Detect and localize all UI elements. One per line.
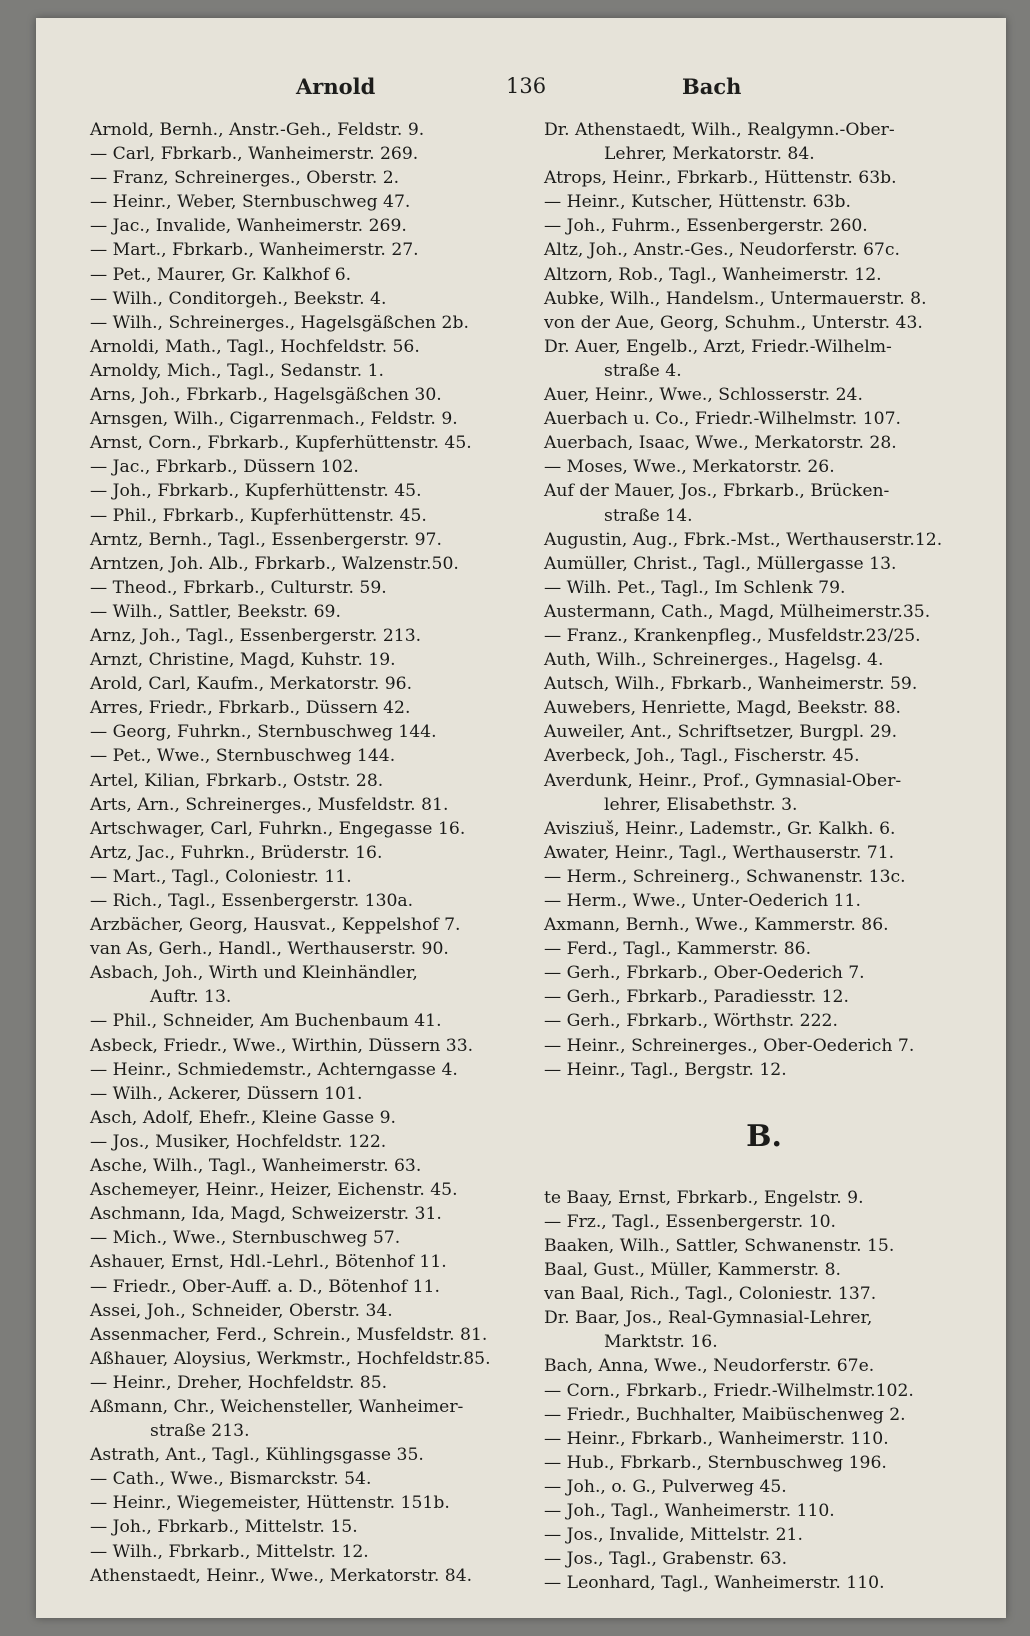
directory-entry: — Joh., Fuhrm., Essenbergerstr. 260. <box>544 216 868 237</box>
directory-entry: Aschemeyer, Heinr., Heizer, Eichenstr. 45. <box>90 1180 458 1201</box>
directory-entry: Astrath, Ant., Tagl., Kühlingsgasse 35. <box>90 1445 424 1466</box>
directory-entry: — Carl, Fbrkarb., Wanheimerstr. 269. <box>90 144 419 165</box>
left-column <box>90 118 536 1588</box>
directory-entry: — Heinr., Kutscher, Hüttenstr. 63b. <box>544 192 851 213</box>
directory-entry: Auweiler, Ant., Schriftsetzer, Burgpl. 29. <box>544 722 898 743</box>
directory-entry: Dr. Athenstaedt, Wilh., Realgymn.-Ober- <box>544 120 895 140</box>
right-column-entries-a <box>544 118 984 1082</box>
directory-entry: — Wilh. Pet., Tagl., Im Schlenk 79. <box>544 577 846 598</box>
directory-entry: Bach, Anna, Wwe., Neudorferstr. 67e. <box>544 1356 875 1377</box>
directory-entry: — Cath., Wwe., Bismarckstr. 54. <box>90 1469 372 1490</box>
directory-entry: Arnoldy, Mich., Tagl., Sedanstr. 1. <box>90 360 384 381</box>
directory-entry: Arns, Joh., Fbrkarb., Hagelsgäßchen 30. <box>90 385 442 406</box>
directory-entry: Marktstr. 16. <box>604 1332 718 1353</box>
directory-entry: Assenmacher, Ferd., Schrein., Musfeldstr. 81. <box>90 1324 488 1345</box>
directory-entry: — Leonhard, Tagl., Wanheimerstr. 110. <box>544 1573 885 1594</box>
directory-entry: — Frz., Tagl., Essenbergerstr. 10. <box>544 1211 837 1232</box>
directory-entry: Aschmann, Ida, Magd, Schweizerstr. 31. <box>90 1204 442 1225</box>
directory-entry: Altz, Joh., Anstr.-Ges., Neudorferstr. 67c. <box>544 240 900 261</box>
directory-entry: van As, Gerh., Handl., Werthauserstr. 90. <box>90 939 449 960</box>
directory-entry: — Heinr., Wiegemeister, Hüttenstr. 151b. <box>90 1493 450 1514</box>
directory-entry: Altzorn, Rob., Tagl., Wanheimerstr. 12. <box>544 264 882 285</box>
directory-entry: van Baal, Rich., Tagl., Coloniestr. 137. <box>544 1284 877 1305</box>
directory-entry: Autsch, Wilh., Fbrkarb., Wanheimerstr. 59. <box>544 674 918 695</box>
directory-entry: — Heinr., Dreher, Hochfeldstr. 85. <box>90 1372 388 1393</box>
directory-entry: von der Aue, Georg, Schuhm., Unterstr. 43. <box>544 312 923 333</box>
directory-entry: Asche, Wilh., Tagl., Wanheimerstr. 63. <box>90 1156 422 1177</box>
directory-entry: Asch, Adolf, Ehefr., Kleine Gasse 9. <box>90 1107 397 1128</box>
directory-entry: Artel, Kilian, Fbrkarb., Oststr. 28. <box>90 770 384 791</box>
directory-entry: Artschwager, Carl, Fuhrkn., Engegasse 16. <box>90 818 466 839</box>
directory-entry: Aßhauer, Aloysius, Werkmstr., Hochfeldstr.85. <box>90 1348 491 1369</box>
directory-entry: Lehrer, Merkatorstr. 84. <box>604 144 815 165</box>
directory-entry: — Friedr., Ober-Auff. a. D., Bötenhof 11. <box>90 1276 440 1297</box>
directory-entry: — Heinr., Tagl., Bergstr. 12. <box>544 1059 787 1080</box>
directory-entry: straße 14. <box>604 505 693 526</box>
directory-entry: — Wilh., Schreinerges., Hagelsgäßchen 2b. <box>90 312 469 333</box>
header-left-keyword: Arnold <box>296 74 376 99</box>
directory-entry: Arnoldi, Math., Tagl., Hochfeldstr. 56. <box>90 336 420 357</box>
directory-entry: Ashauer, Ernst, Hdl.-Lehrl., Bötenhof 11. <box>90 1252 447 1273</box>
directory-entry: — Heinr., Weber, Sternbuschweg 47. <box>90 192 411 213</box>
directory-entry: — Wilh., Fbrkarb., Mittelstr. 12. <box>90 1541 369 1562</box>
directory-entry: Aumüller, Christ., Tagl., Müllergasse 13. <box>544 553 897 574</box>
directory-entry: — Rich., Tagl., Essenbergerstr. 130a. <box>90 891 414 911</box>
directory-entry: Aubke, Wilh., Handelsm., Untermauerstr. 8. <box>544 288 927 309</box>
directory-entry: Atrops, Heinr., Fbrkarb., Hüttenstr. 63b. <box>544 168 897 189</box>
directory-entry: lehrer, Elisabethstr. 3. <box>604 794 798 815</box>
directory-entry: Arnzt, Christine, Magd, Kuhstr. 19. <box>90 650 396 671</box>
directory-entry: — Heinr., Fbrkarb., Wanheimerstr. 110. <box>544 1428 889 1449</box>
directory-entry: Austermann, Cath., Magd, Mülheimerstr.35. <box>544 601 931 622</box>
directory-entry: — Heinr., Schreinerges., Ober-Oederich 7. <box>544 1035 915 1056</box>
directory-entry: — Hub., Fbrkarb., Sternbuschweg 196. <box>544 1452 887 1473</box>
directory-entry: — Friedr., Buchhalter, Maibüschenweg 2. <box>544 1404 906 1425</box>
directory-entry: Arzbächer, Georg, Hausvat., Keppelshof 7. <box>90 915 461 936</box>
right-column <box>544 118 984 1595</box>
directory-entry: — Mich., Wwe., Sternbuschweg 57. <box>90 1228 401 1249</box>
directory-page <box>36 18 1006 1618</box>
directory-entry: — Herm., Wwe., Unter-Oederich 11. <box>544 891 861 911</box>
directory-entry: — Gerh., Fbrkarb., Paradiesstr. 12. <box>544 987 849 1008</box>
directory-entry: Aßmann, Chr., Weichensteller, Wanheimer- <box>90 1396 464 1417</box>
header-right-keyword: Bach <box>682 74 742 99</box>
directory-entry: Asbeck, Friedr., Wwe., Wirthin, Düssern 33. <box>90 1035 474 1056</box>
directory-entry: Awater, Heinr., Tagl., Werthauserstr. 71. <box>544 842 895 863</box>
directory-entry: straße 4. <box>604 360 682 381</box>
directory-entry: — Jac., Invalide, Wanheimerstr. 269. <box>90 216 407 237</box>
directory-entry: Dr. Auer, Engelb., Arzt, Friedr.-Wilhelm- <box>544 336 892 357</box>
directory-entry: Arnsgen, Wilh., Cigarrenmach., Feldstr. 9. <box>90 409 458 430</box>
directory-entry: Assei, Joh., Schneider, Oberstr. 34. <box>90 1300 393 1321</box>
directory-entry: — Joh., Tagl., Wanheimerstr. 110. <box>544 1500 835 1521</box>
directory-entry: straße 213. <box>150 1421 250 1442</box>
directory-entry: Arnst, Corn., Fbrkarb., Kupferhüttenstr. 45. <box>90 433 472 454</box>
directory-entry: — Ferd., Tagl., Kammerstr. 86. <box>544 939 812 960</box>
directory-entry: Arold, Carl, Kaufm., Merkatorstr. 96. <box>90 674 413 695</box>
directory-entry: Averdunk, Heinr., Prof., Gymnasial-Ober- <box>544 770 902 791</box>
directory-entry: Baal, Gust., Müller, Kammerstr. 8. <box>544 1260 842 1281</box>
directory-entry: — Moses, Wwe., Merkatorstr. 26. <box>544 457 835 478</box>
directory-entry: Auwebers, Henriette, Magd, Beekstr. 88. <box>544 698 902 719</box>
directory-entry: — Jos., Musiker, Hochfeldstr. 122. <box>90 1131 387 1152</box>
directory-entry: — Phil., Schneider, Am Buchenbaum 41. <box>90 1011 442 1032</box>
directory-entry: Auth, Wilh., Schreinerges., Hagelsg. 4. <box>544 650 884 671</box>
directory-entry: Baaken, Wilh., Sattler, Schwanenstr. 15. <box>544 1235 895 1256</box>
page-number: 136 <box>506 74 547 98</box>
directory-entry: — Joh., Fbrkarb., Kupferhüttenstr. 45. <box>90 481 422 502</box>
directory-entry: — Gerh., Fbrkarb., Wörthstr. 222. <box>544 1011 838 1032</box>
directory-entry: Auerbach, Isaac, Wwe., Merkatorstr. 28. <box>544 433 897 454</box>
directory-entry: — Phil., Fbrkarb., Kupferhüttenstr. 45. <box>90 505 427 526</box>
directory-entry: Auf der Mauer, Jos., Fbrkarb., Brücken- <box>544 481 890 502</box>
directory-entry: — Wilh., Conditorgeh., Beekstr. 4. <box>90 288 387 309</box>
right-column-entries-b <box>544 1186 984 1596</box>
directory-entry: Augustin, Aug., Fbrk.-Mst., Werthauserstr.12. <box>544 529 943 550</box>
directory-entry: — Heinr., Schmiedemstr., Achterngasse 4. <box>90 1059 458 1080</box>
section-letter-b: B. <box>746 1118 782 1154</box>
directory-entry: Arntz, Bernh., Tagl., Essenbergerstr. 97. <box>90 529 442 550</box>
directory-entry: Arnz, Joh., Tagl., Essenbergerstr. 213. <box>90 625 422 646</box>
directory-entry: — Jos., Invalide, Mittelstr. 21. <box>544 1525 803 1546</box>
directory-entry: te Baay, Ernst, Fbrkarb., Engelstr. 9. <box>544 1187 864 1208</box>
directory-entry: Arntzen, Joh. Alb., Fbrkarb., Walzenstr.50. <box>90 553 459 574</box>
directory-entry: — Franz., Krankenpfleg., Musfeldstr.23/25. <box>544 625 921 646</box>
directory-entry: Arts, Arn., Schreinerges., Musfeldstr. 81. <box>90 794 449 815</box>
directory-entry: — Corn., Fbrkarb., Friedr.-Wilhelmstr.102. <box>544 1380 914 1401</box>
directory-entry: Auer, Heinr., Wwe., Schlosserstr. 24. <box>544 385 863 406</box>
directory-entry: — Jac., Fbrkarb., Düssern 102. <box>90 457 359 478</box>
directory-entry: — Pet., Maurer, Gr. Kalkhof 6. <box>90 264 352 285</box>
directory-entry: — Joh., o. G., Pulverweg 45. <box>544 1476 787 1497</box>
directory-entry: — Theod., Fbrkarb., Culturstr. 59. <box>90 577 387 598</box>
directory-entry: Arres, Friedr., Fbrkarb., Düssern 42. <box>90 698 411 719</box>
directory-entry: — Pet., Wwe., Sternbuschweg 144. <box>90 746 396 767</box>
directory-entry: Auerbach u. Co., Friedr.-Wilhelmstr. 107. <box>544 409 901 430</box>
directory-entry: — Joh., Fbrkarb., Mittelstr. 15. <box>90 1517 358 1538</box>
directory-entry: — Georg, Fuhrkn., Sternbuschweg 144. <box>90 722 437 743</box>
directory-entry: — Herm., Schreinerg., Schwanenstr. 13c. <box>544 866 906 887</box>
directory-entry: — Wilh., Sattler, Beekstr. 69. <box>90 601 341 622</box>
directory-entry: Asbach, Joh., Wirth und Kleinhändler, <box>90 963 418 984</box>
directory-entry: Athenstaedt, Heinr., Wwe., Merkatorstr. 84. <box>90 1565 473 1586</box>
page-header <box>36 64 1006 104</box>
directory-entry: — Wilh., Ackerer, Düssern 101. <box>90 1083 363 1104</box>
directory-entry: Avisziuš, Heinr., Lademstr., Gr. Kalkh. 6. <box>544 818 896 839</box>
directory-entry: — Franz, Schreinerges., Oberstr. 2. <box>90 168 400 189</box>
directory-entry: Arnold, Bernh., Anstr.-Geh., Feldstr. 9. <box>90 120 425 140</box>
directory-entry: Averbeck, Joh., Tagl., Fischerstr. 45. <box>544 746 860 767</box>
directory-entry: — Mart., Tagl., Coloniestr. 11. <box>90 866 352 887</box>
directory-entry: Artz, Jac., Fuhrkn., Brüderstr. 16. <box>90 842 383 863</box>
directory-entry: — Jos., Tagl., Grabenstr. 63. <box>544 1549 788 1570</box>
directory-entry: Axmann, Bernh., Wwe., Kammerstr. 86. <box>544 915 889 936</box>
directory-entry: Auftr. 13. <box>150 987 232 1008</box>
directory-entry: — Gerh., Fbrkarb., Ober-Oederich 7. <box>544 963 865 984</box>
directory-entry: Dr. Baar, Jos., Real-Gymnasial-Lehrer, <box>544 1308 873 1329</box>
directory-entry: — Mart., Fbrkarb., Wanheimerstr. 27. <box>90 240 419 261</box>
